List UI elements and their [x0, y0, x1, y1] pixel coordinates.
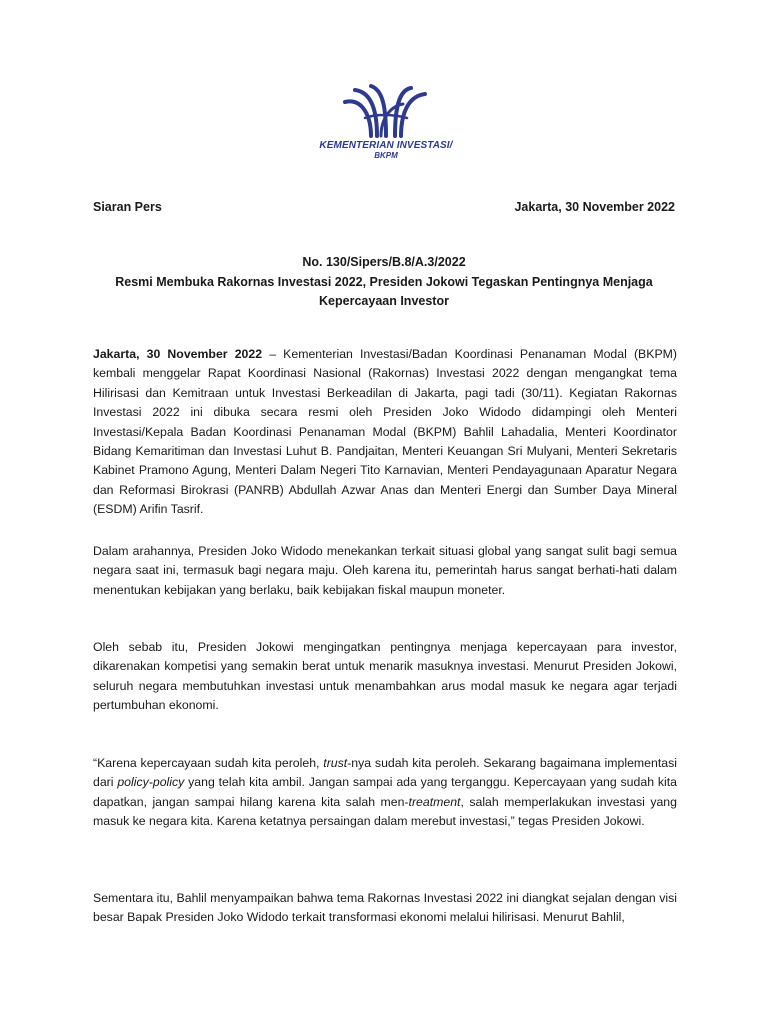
quote-part: yang telah kita ambil. Jangan sampai ada yang terganggu. Kepercayaan yang sudah kita dapatkan, jangan sampai hilang karena kita salah men- [93, 775, 677, 809]
dateline: Jakarta, 30 November 2022 [93, 347, 263, 361]
quote-italic-term: policy-policy [117, 775, 185, 790]
document-date: Jakarta, 30 November 2022 [514, 200, 675, 214]
quote-part: -nya sudah kita peroleh. Sekarang bagaimana implementasi dari [93, 756, 677, 790]
paragraph-1-text: – Kementerian Investasi/Badan Koordinasi Penanaman Modal (BKPM) kembali menggelar Rapat Koordinasi Nasional (Rakornas) Investasi 2022 dengan mengangkat tema Hilirisasi dan Kemitraan untuk Investasi Berkeadilan di Jakarta, pagi tadi (30/11). Kegiatan Rakornas Investasi 2022 ini dibuka secara resmi oleh Presiden Joko Widodo didampingi oleh Menteri Investasi/Kepala Badan Koordinasi Penanaman Modal (BKPM) Bahlil Lahadalia, Menteri Koordinator Bidang Kemaritiman dan Investasi Luhut B. Pandjaitan, Menteri Keuangan Sri Mulyani, Menteri Sekretaris Kabinet Pramono Agung, Menteri Dalam Negeri Tito Karnavian, Menteri Pendayagunaan Aparatur Negara dan Reformasi Birokrasi (PANRB) Abdullah Azwar Anas dan Menteri Energi dan Sumber Daya Mineral (ESDM) Arifin Tasrif. [93, 347, 677, 517]
paragraph-3: Oleh sebab itu, Presiden Jokowi mengingatkan pentingnya menjaga kepercayaan para investor, dikarenakan kompetisi yang semakin berat untuk menarik masuknya investasi. Menurut Presiden Jokowi, seluruh negara membutuhkan investasi untuk menambahkan arus modal masuk ke negara agar terjadi pertumbuhan ekonomi. [93, 640, 677, 713]
press-release-heading [93, 253, 675, 312]
release-title-line-1: Resmi Membuka Rakornas Investasi 2022, Presiden Jokowi Tegaskan Pentingnya Menjaga [115, 274, 653, 289]
paragraph-1 [93, 345, 677, 520]
release-number: No. 130/Sipers/B.8/A.3/2022 [302, 255, 466, 269]
release-title-line-2: Kepercayaan Investor [319, 294, 449, 308]
quote-part: “Karena kepercayaan sudah kita peroleh, [93, 756, 324, 770]
logo-ministry-name: KEMENTERIAN INVESTASI/ [319, 140, 453, 151]
document-type: Siaran Pers [93, 200, 162, 214]
ministry-logo [318, 84, 454, 160]
quote-italic-term: trust [323, 756, 348, 770]
bkpm-emblem-icon [341, 84, 431, 138]
quote-italic-term: treatment [408, 794, 461, 809]
document-meta [93, 200, 675, 214]
paragraph-4-quote [93, 754, 677, 832]
quote-part: , salah memperlakukan investasi yang masuk ke negara kita. Karena ketatnya persaingan dalam merebut investasi,” tegas Presiden Jokowi. [93, 794, 677, 829]
logo-agency-name: BKPM [374, 151, 398, 160]
paragraph-2: Dalam arahannya, Presiden Joko Widodo menekankan terkait situasi global yang sangat sulit bagi semua negara saat ini, termasuk bagi negara maju. Oleh karena itu, pemerintah harus sangat berhati-hati dalam menentukan kebijakan yang berlaku, baik kebijakan fiskal maupun moneter. [93, 544, 677, 597]
paragraph-5: Sementara itu, Bahlil menyampaikan bahwa tema Rakornas Investasi 2022 ini diangkat sejalan dengan visi besar Bapak Presiden Joko Widodo terkait transformasi ekonomi melalui hilirisasi. Menurut Bahlil, [93, 891, 677, 925]
